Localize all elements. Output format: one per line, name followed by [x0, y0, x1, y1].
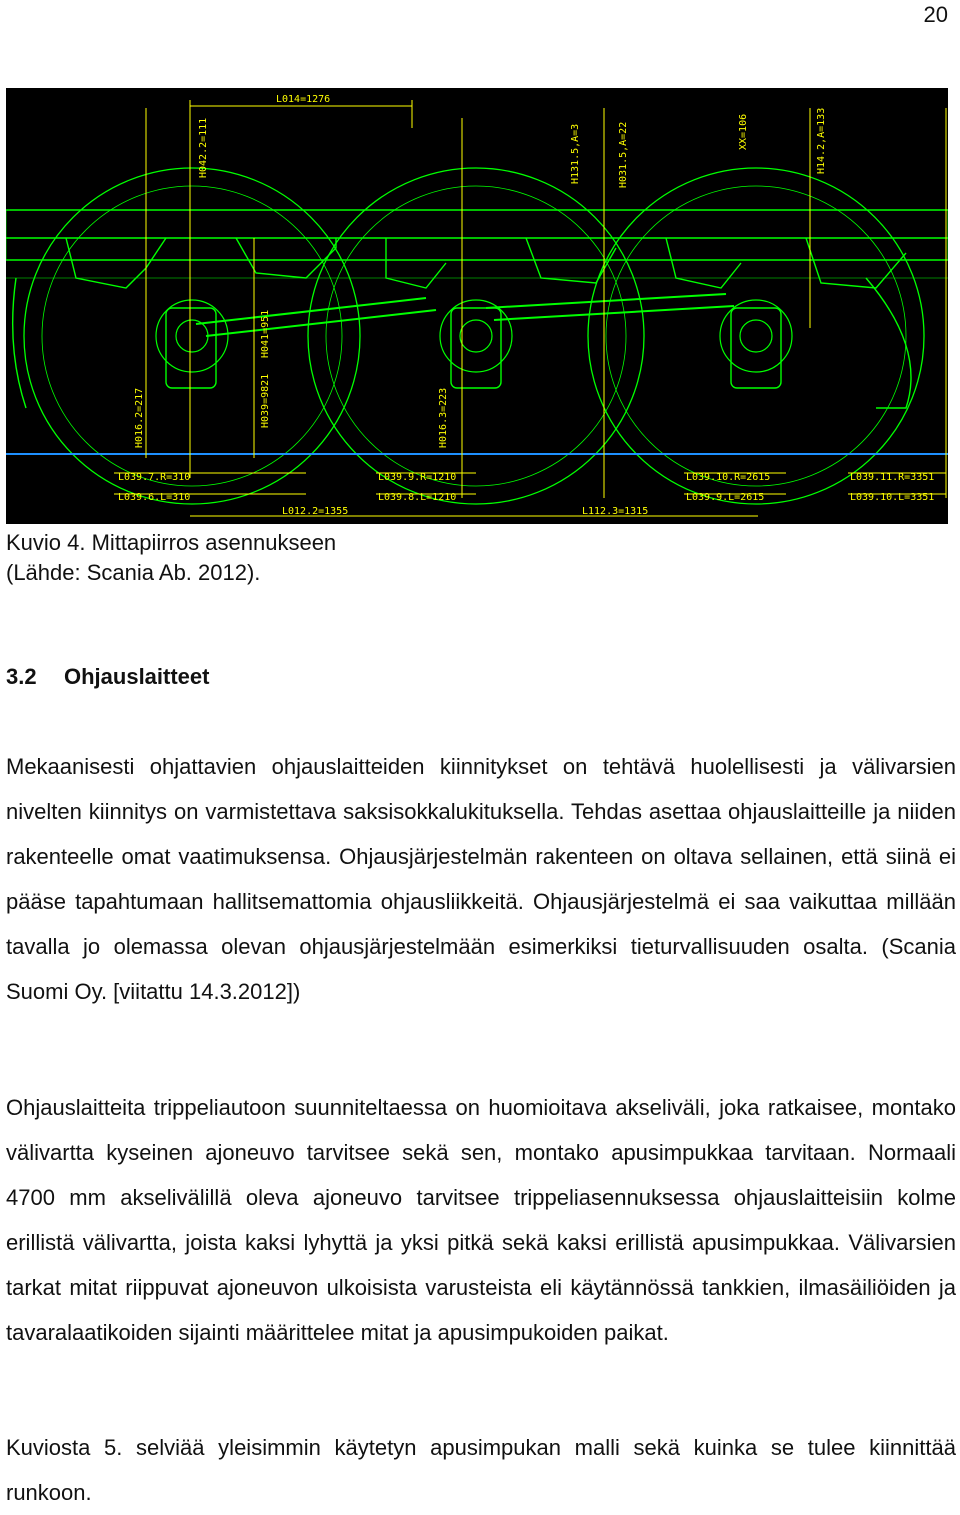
- page-number: 20: [923, 2, 948, 27]
- dim-label: L112.3=1315: [582, 506, 649, 517]
- dim-label: L039.11.R=3351: [850, 472, 935, 483]
- dim-label: L039.9.L=2615: [686, 492, 765, 503]
- dim-label: L039.9.R=1210: [378, 472, 457, 483]
- body-paragraph: Kuviosta 5. selviää yleisimmin käytetyn apusimpukan malli sekä kuinka se tulee kiinnittää runkoon.: [6, 1435, 956, 1505]
- section-number: 3.2: [6, 664, 37, 689]
- dim-label: H016.3=223: [438, 387, 449, 448]
- technical-drawing-figure: [6, 88, 948, 524]
- figure-caption: [6, 528, 336, 588]
- caption-line: Kuvio 4. Mittapiirros asennukseen: [6, 530, 337, 555]
- dim-label: L039.10.L=3351: [850, 492, 935, 503]
- dim-label: H131.5,A=3: [570, 123, 581, 184]
- dim-label: H042.2=111: [198, 117, 209, 178]
- caption-source: (Lähde: Scania Ab. 2012).: [6, 560, 261, 585]
- dim-label: L039.7.R=310: [118, 472, 191, 483]
- cad-drawing: [6, 88, 948, 524]
- dim-label: H016.2=217: [134, 387, 145, 448]
- dim-label: H14.2,A=133: [816, 107, 827, 174]
- dim-label: XX=106: [738, 113, 749, 150]
- dim-label: L039.6.L=310: [118, 492, 191, 503]
- dim-label: L039.10.R=2615: [686, 472, 771, 483]
- section-heading: [6, 664, 209, 690]
- section-title: Ohjauslaitteet: [64, 664, 210, 689]
- body-paragraph: Ohjauslaitteita trippeliautoon suunniteltaessa on huomioitava akseliväli, joka ratkaisee, montako välivartta kyseinen ajoneuvo tarvitsee sekä sen, montako apusimpukkaa tarvitaan. Normaali 4700 mm akselivälillä oleva ajoneuvo tarvitsee trippeliasennuksessa ohjauslaitteisiin kolme erillistä välivartta, joista kaksi lyhyttä ja yksi pitkä sekä kaksi erillistä apusimpukkaa. Välivarsien tarkat mitat riippuvat ajoneuvon ulkoisista varusteista eli käytännössä tankkien, ilmasäiliöiden ja tavaralaatikoiden sijainti määrittelee mitat ja apusimpukoiden paikat.: [6, 1095, 956, 1345]
- dim-label: L012.2=1355: [282, 506, 349, 517]
- dim-label: H031.5,A=22: [618, 121, 629, 188]
- dim-label: H039=9821: [260, 373, 271, 428]
- dim-label: L039.8.L=1210: [378, 492, 457, 503]
- body-paragraph: Mekaanisesti ohjattavien ohjauslaitteiden kiinnitykset on tehtävä huolellisesti ja välivarsien nivelten kiinnitys on varmistettava saksisokkalukituksella. Tehdas asettaa ohjauslaitteille ja niiden rakenteelle omat vaatimuksensa. Ohjausjärjestelmän rakenteen on oltava sellainen, että siinä ei pääse tapahtumaan hallitsemattomia ohjausliikkeitä. Ohjausjärjestelmä ei saa vaikuttaa millään tavalla jo olemassa olevan ohjausjärjestelmään esimerkiksi tieturvallisuuden osalta. (Scania Suomi Oy. [viitattu 14.3.2012]): [6, 754, 956, 1004]
- dim-label: H041=951: [260, 309, 271, 358]
- dim-label: L014=1276: [276, 94, 331, 105]
